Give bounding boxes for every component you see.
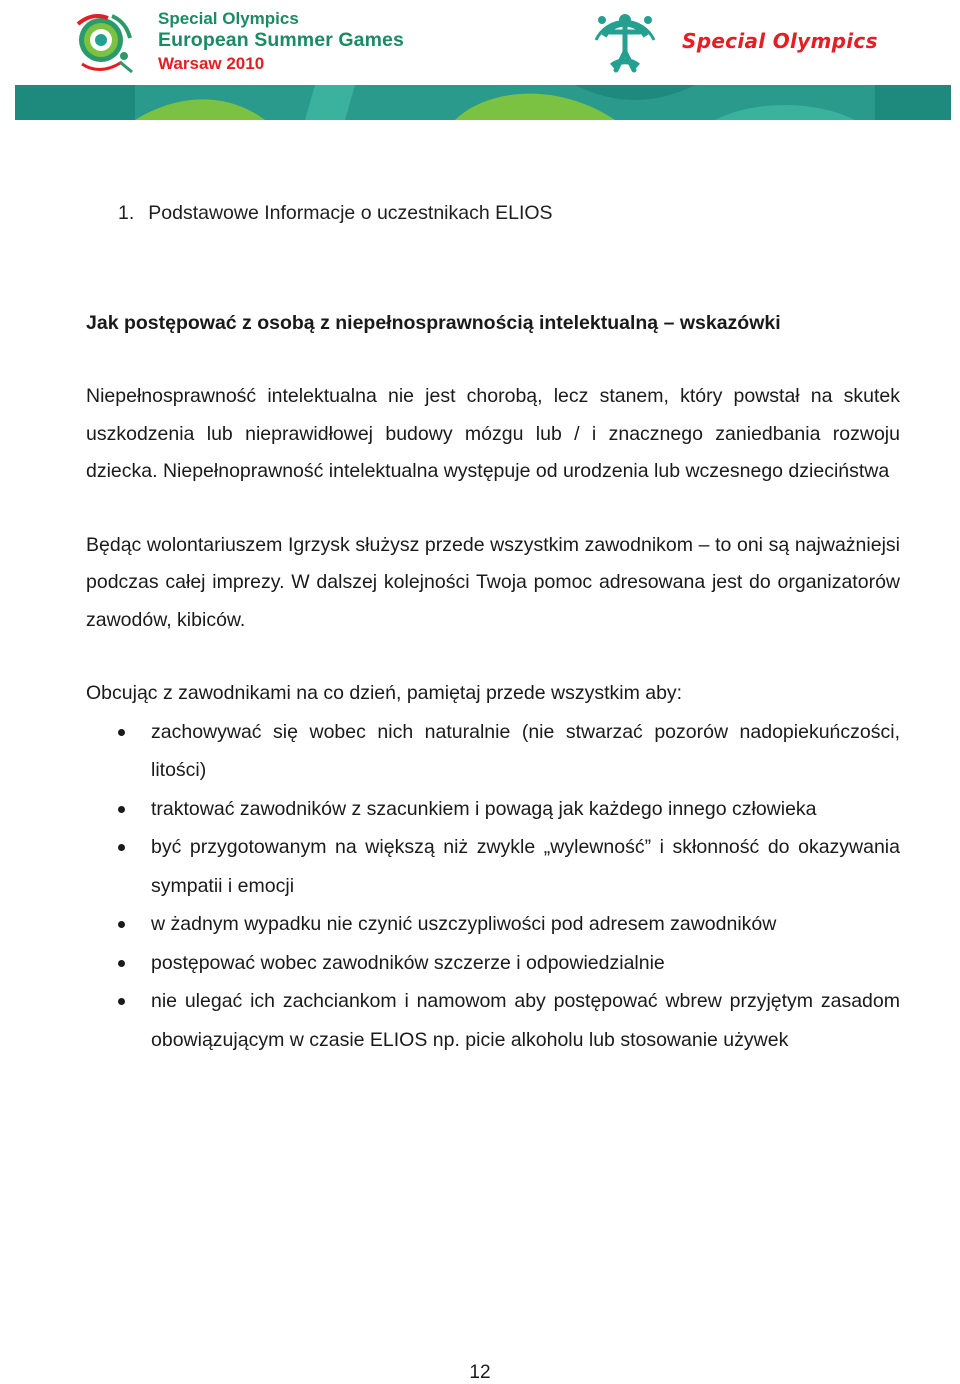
section-title xyxy=(118,196,900,232)
games-logo-icon xyxy=(74,10,136,76)
bullet-icon xyxy=(118,960,125,967)
special-olympics-brand: Special Olympics xyxy=(682,29,878,53)
guidelines-list xyxy=(86,713,900,1060)
bullet-icon xyxy=(118,998,125,1005)
event-title xyxy=(158,10,404,72)
list-item xyxy=(86,982,900,1059)
event-title-line1: Special Olympics xyxy=(158,9,299,28)
bullet-icon xyxy=(118,806,125,813)
section-title-text: Podstawowe Informacje o uczestnikach ELIOS xyxy=(148,202,553,224)
guidelines-subtitle: Jak postępować z osobą z niepełnosprawnością intelektualną – wskazówki xyxy=(86,312,781,334)
page-header xyxy=(0,0,960,125)
list-item-text: być przygotowanym na większą niż zwykle „wylewność” i skłonność do okazywania sympatii i emocji xyxy=(151,836,900,897)
list-item-text: traktować zawodników z szacunkiem i powagą jak każdego innego człowieka xyxy=(151,797,817,820)
section-number: 1. xyxy=(118,202,135,224)
event-title-line3: Warsaw 2010 xyxy=(158,53,265,73)
list-item xyxy=(86,828,900,905)
special-olympics-figure-icon xyxy=(590,6,660,78)
header-banner xyxy=(15,85,951,120)
paragraph-list-intro: Obcując z zawodnikami na co dzień, pamiętaj przede wszystkim aby: xyxy=(86,682,683,704)
list-item xyxy=(86,905,900,944)
list-item-text: nie ulegać ich zachciankom i namowom aby postępować wbrew przyjętym zasadom obowiązującym w czasie ELIOS np. picie alkoholu lub stosowanie używek xyxy=(151,990,900,1051)
list-item xyxy=(86,713,900,790)
list-item xyxy=(86,790,900,829)
list-item xyxy=(86,944,900,983)
list-item-text: w żadnym wypadku nie czynić uszczypliwości pod adresem zawodników xyxy=(151,913,777,935)
bullet-icon xyxy=(118,844,125,851)
event-title-line2: European Summer Games xyxy=(158,29,404,51)
document-body xyxy=(86,196,900,1059)
list-item-text: postępować wobec zawodników szczerze i odpowiedzialnie xyxy=(151,951,665,974)
list-item-text: zachowywać się wobec nich naturalnie (nie stwarzać pozorów nadopiekuńczości, litości) xyxy=(151,720,900,781)
paragraph-volunteer-role: Będąc wolontariuszem Igrzysk służysz przede wszystkim zawodnikom – to oni są najważniejsi podczas całej imprezy. W dalszej kolejności Twoja pomoc adresowana jest do organizatorów zawodów, kibiców. xyxy=(86,533,900,631)
paragraph-definition: Niepełnosprawność intelektualna nie jest chorobą, lecz stanem, który powstał na skutek uszkodzenia lub nieprawidłowej budowy mózgu lub / i znacznego zaniedbania rozwoju dziecka. Niepełnoprawność intelektualna występuje od urodzenia lub wczesnego dzieciństwa xyxy=(86,385,900,482)
bullet-icon xyxy=(118,729,125,736)
bullet-icon xyxy=(118,921,125,928)
page-number: 12 xyxy=(469,1362,491,1383)
